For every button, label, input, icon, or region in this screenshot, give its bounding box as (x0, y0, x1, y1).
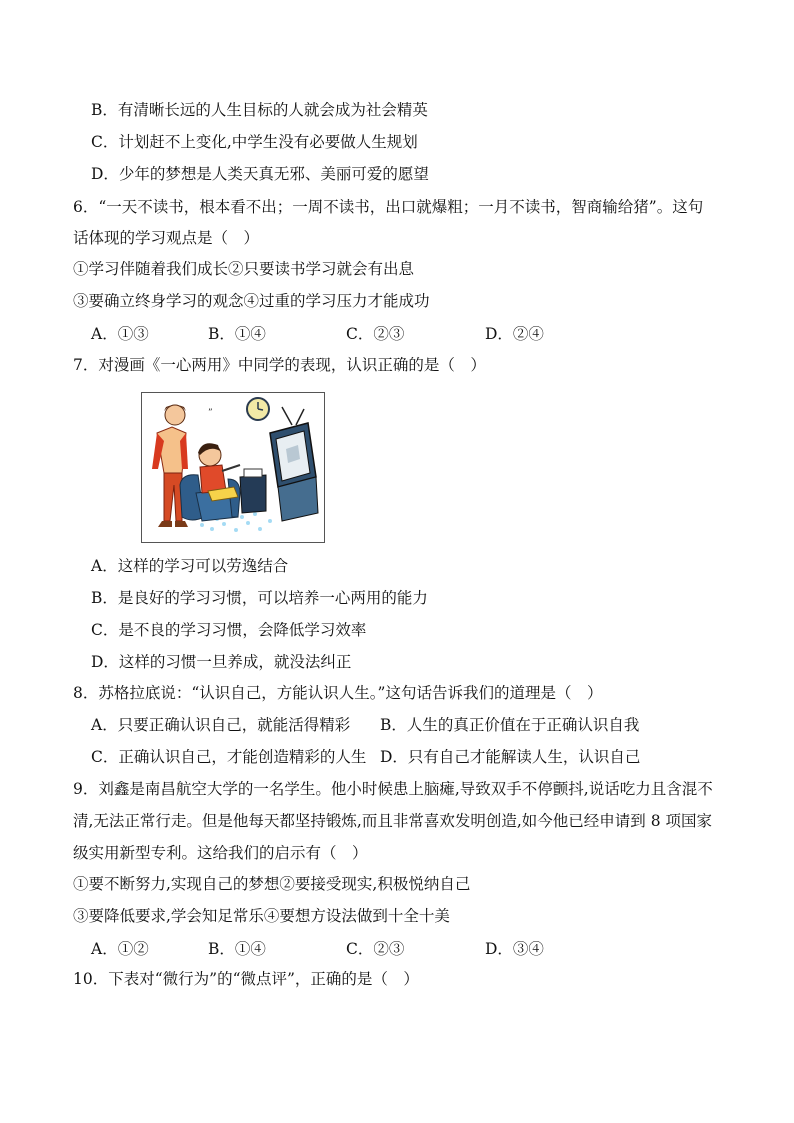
q8-option-b: B．人生的真正价值在于正确认识自我 (380, 716, 640, 734)
question-9-stem-3: 级实用新型专利。这给我们的启示有（ ） (73, 844, 368, 862)
q9-option-d: D．③④ (485, 940, 544, 958)
question-9-stem-2: 清,无法正常行走。但是他每天都坚持锻炼,而且非常喜欢发明创造,如今他已经申请到 8 项国家 (73, 812, 712, 830)
q6-option-d: D．②④ (485, 325, 544, 343)
question-9-statements-2: ③要降低要求,学会知足常乐④要想方设法做到十全十美 (73, 907, 450, 925)
q7-option-d: D．这样的习惯一旦养成，就没法纠正 (91, 653, 352, 671)
q8-option-c: C．正确认识自己，才能创造精彩的人生 (91, 748, 367, 766)
q9-option-b: B．①④ (208, 940, 266, 958)
question-9-statements-1: ①要不断努力,实现自己的梦想②要接受现实,积极悦纳自己 (73, 875, 471, 893)
q9-option-a: A．①② (91, 940, 149, 958)
question-7-stem: 7．对漫画《一心两用》中同学的表现，认识正确的是（ ） (73, 356, 486, 374)
q6-option-a: A．①③ (91, 325, 149, 343)
q5-option-d: D．少年的梦想是人类天真无邪、美丽可爱的愿望 (91, 165, 429, 183)
question-6-stem-1: 6．“一天不读书，根本看不出；一周不读书，出口就爆粗；一月不读书，智商输给猪”。这句 (73, 198, 704, 216)
question-8-stem: 8．苏格拉底说：“认识自己，方能认识人生。”这句话告诉我们的道理是（ ） (73, 684, 603, 702)
q8-option-d: D．只有自己才能解读人生，认识自己 (380, 748, 641, 766)
q7-option-b: B．是良好的学习习惯，可以培养一心两用的能力 (91, 589, 428, 607)
q5-option-c: C．计划赶不上变化,中学生没有必要做人生规划 (91, 133, 418, 151)
cartoon-image (141, 392, 325, 543)
question-9-stem-1: 9．刘鑫是南昌航空大学的一名学生。他小时候患上脑瘫,导致双手不停颤抖,说话吃力且含混不 (73, 780, 713, 798)
q8-option-a: A．只要正确认识自己，就能活得精彩 (91, 716, 351, 734)
q7-option-c: C．是不良的学习习惯，会降低学习效率 (91, 621, 367, 639)
q5-option-b: B．有清晰长远的人生目标的人就会成为社会精英 (91, 101, 428, 119)
svg-text:”: ” (208, 408, 213, 418)
question-6-statements-1: ①学习伴随着我们成长②只要读书学习就会有出息 (73, 260, 415, 278)
question-10-stem: 10．下表对“微行为”的“微点评”，正确的是（ ） (73, 970, 419, 988)
q7-option-a: A．这样的学习可以劳逸结合 (91, 557, 289, 575)
question-6-statements-2: ③要确立终身学习的观念④过重的学习压力才能成功 (73, 292, 430, 310)
question-6-stem-2: 话体现的学习观点是（ ） (73, 229, 260, 247)
q6-option-c: C．②③ (346, 325, 405, 343)
q6-option-b: B．①④ (208, 325, 266, 343)
q9-option-c: C．②③ (346, 940, 405, 958)
cartoon-illustration (142, 393, 324, 542)
